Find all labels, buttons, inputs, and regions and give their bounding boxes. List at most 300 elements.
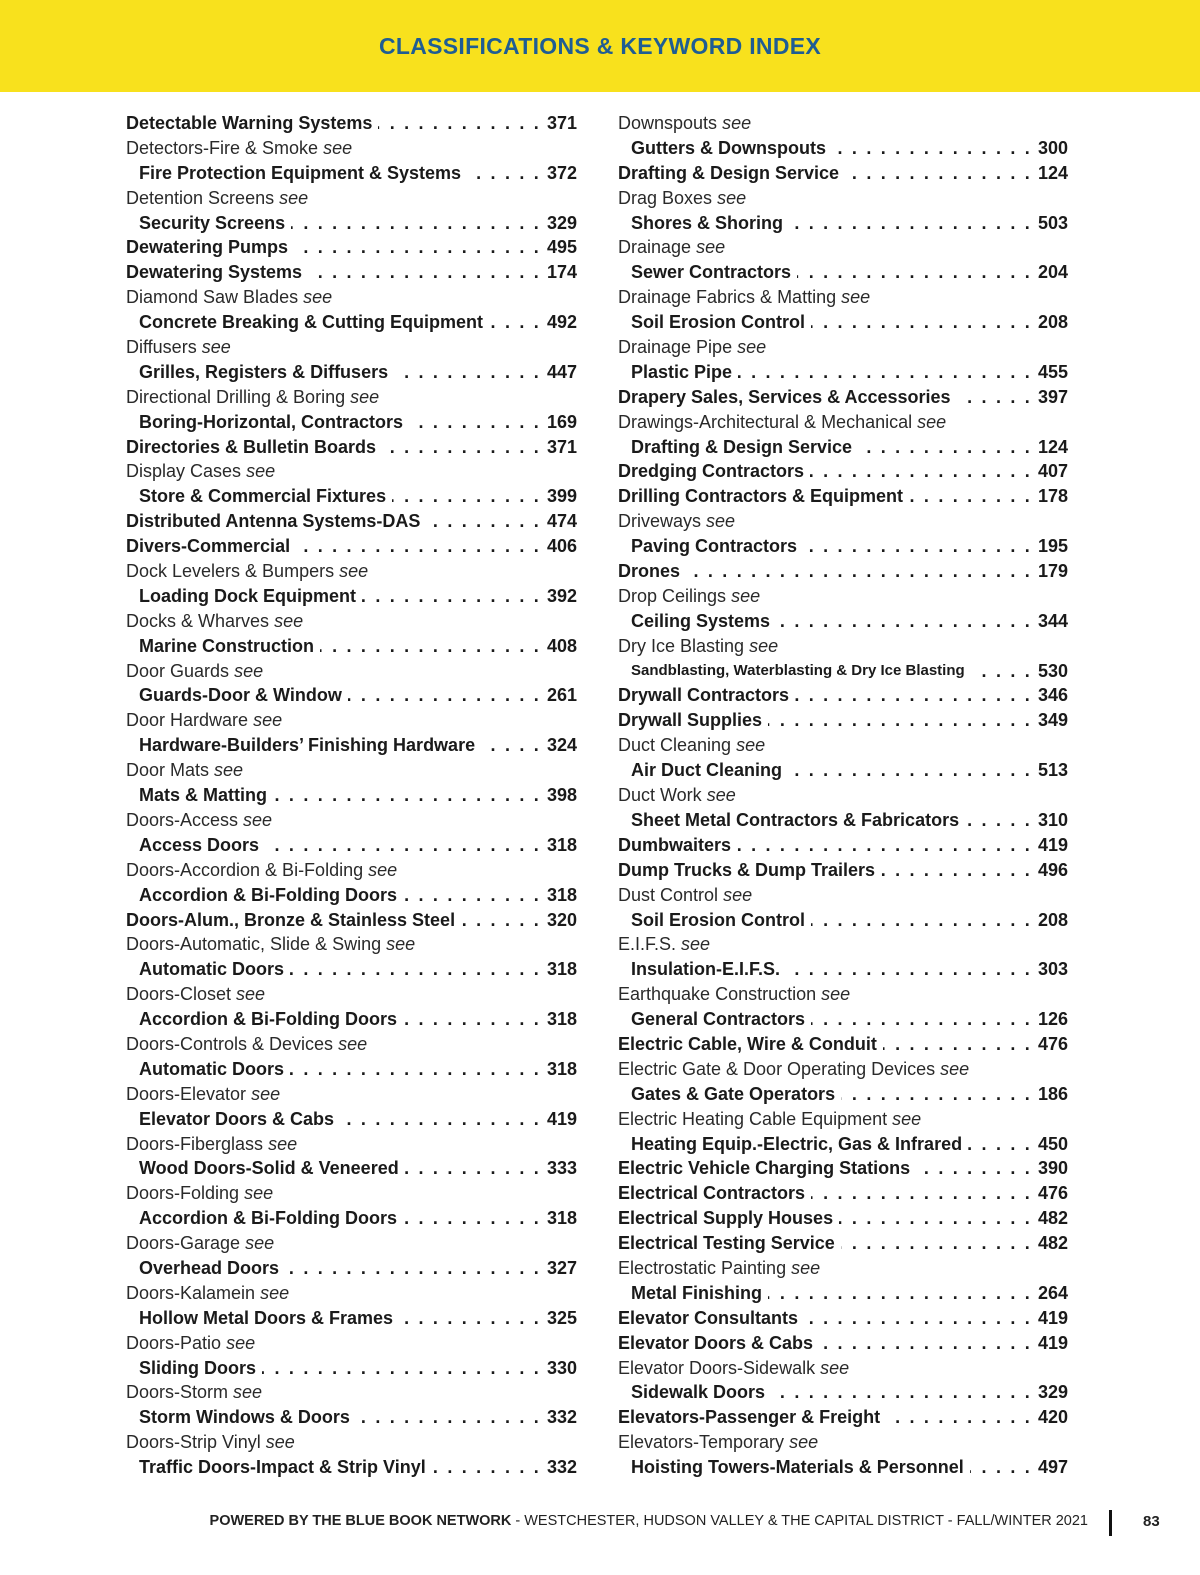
entry-label: Elevator Doors & Cabs bbox=[139, 1108, 335, 1129]
dot-leader bbox=[489, 310, 541, 335]
dot-leader bbox=[308, 260, 541, 285]
entry-label: Directories & Bulletin Boards bbox=[126, 436, 377, 457]
dot-leader bbox=[394, 360, 541, 385]
index-entry bbox=[618, 559, 1068, 584]
dot-leader bbox=[392, 484, 541, 509]
entry-page-number: 513 bbox=[1037, 760, 1068, 781]
entry-page-number: 318 bbox=[546, 884, 577, 905]
dot-leader bbox=[467, 161, 541, 186]
index-cross-reference bbox=[618, 883, 1068, 908]
see-label: see bbox=[940, 1058, 970, 1079]
dot-leader bbox=[409, 410, 541, 435]
dot-leader bbox=[916, 1156, 1032, 1181]
index-see-target bbox=[618, 1281, 1068, 1306]
entry-label: Insulation-E.I.F.S. bbox=[631, 959, 781, 980]
entry-label: Drawings-Architectural & Mechanical bbox=[618, 411, 913, 432]
dot-leader bbox=[320, 634, 541, 659]
entry-label: Drainage Pipe bbox=[618, 337, 733, 358]
dot-leader bbox=[426, 509, 541, 534]
dot-leader bbox=[886, 1405, 1032, 1430]
dot-leader bbox=[810, 459, 1032, 484]
entry-page-number: 497 bbox=[1037, 1457, 1068, 1478]
see-label: see bbox=[789, 1432, 819, 1453]
entry-label: Electrical Testing Service bbox=[618, 1233, 835, 1254]
see-label: see bbox=[246, 461, 276, 482]
entry-page-number: 329 bbox=[546, 212, 577, 233]
index-cross-reference bbox=[618, 235, 1068, 260]
dot-leader bbox=[290, 957, 541, 982]
dot-leader bbox=[768, 1281, 1032, 1306]
index-cross-reference bbox=[618, 982, 1068, 1007]
index-entry bbox=[126, 235, 577, 260]
dot-leader bbox=[839, 1206, 1032, 1231]
entry-label: Display Cases bbox=[126, 461, 242, 482]
index-cross-reference bbox=[618, 733, 1068, 758]
entry-label: Drywall Supplies bbox=[618, 710, 763, 731]
entry-label: Diffusers bbox=[126, 337, 197, 358]
entry-page-number: 476 bbox=[1037, 1033, 1068, 1054]
index-entry bbox=[618, 1206, 1068, 1231]
dot-leader bbox=[841, 1231, 1032, 1256]
entry-label: Drop Ceilings bbox=[618, 585, 727, 606]
index-entry bbox=[126, 908, 577, 933]
entry-label: Driveways bbox=[618, 511, 702, 532]
dot-leader bbox=[405, 1156, 541, 1181]
index-entry bbox=[618, 683, 1068, 708]
entry-label: Elevator Doors & Cabs bbox=[618, 1332, 814, 1353]
entry-page-number: 408 bbox=[546, 635, 577, 656]
entry-label: General Contractors bbox=[631, 1009, 806, 1030]
entry-page-number: 482 bbox=[1037, 1208, 1068, 1229]
dot-leader bbox=[461, 908, 541, 933]
index-entry bbox=[126, 111, 577, 136]
entry-label: Automatic Doors bbox=[139, 1058, 285, 1079]
entry-label: Accordion & Bi-Folding Doors bbox=[139, 1208, 397, 1229]
index-cross-reference bbox=[126, 1281, 577, 1306]
index-see-target bbox=[618, 1380, 1068, 1405]
index-cross-reference bbox=[126, 559, 577, 584]
entry-label: Diamond Saw Blades bbox=[126, 287, 299, 308]
see-label: see bbox=[201, 337, 231, 358]
entry-page-number: 530 bbox=[1037, 660, 1068, 681]
see-label: see bbox=[233, 1382, 263, 1403]
dot-leader bbox=[803, 534, 1032, 559]
index-cross-reference bbox=[126, 459, 577, 484]
entry-label: Paving Contractors bbox=[631, 536, 798, 557]
dot-leader bbox=[819, 1331, 1032, 1356]
entry-label: Fire Protection Equipment & Systems bbox=[139, 162, 462, 183]
entry-label: Detention Screens bbox=[126, 187, 275, 208]
see-label: see bbox=[696, 237, 726, 258]
dot-leader bbox=[804, 1306, 1032, 1331]
index-cross-reference bbox=[126, 1032, 577, 1057]
entry-label: Access Doors bbox=[139, 834, 260, 855]
entry-page-number: 371 bbox=[546, 436, 577, 457]
index-cross-reference bbox=[126, 1380, 577, 1405]
index-cross-reference bbox=[126, 285, 577, 310]
entry-page-number: 398 bbox=[546, 785, 577, 806]
index-cross-reference bbox=[618, 1107, 1068, 1132]
entry-page-number: 495 bbox=[546, 237, 577, 258]
see-label: see bbox=[338, 1033, 368, 1054]
entry-page-number: 124 bbox=[1037, 436, 1068, 457]
dot-leader bbox=[265, 833, 541, 858]
entry-label: E.I.F.S. bbox=[618, 934, 677, 955]
index-cross-reference bbox=[618, 509, 1068, 534]
entry-label: Marine Construction bbox=[139, 635, 315, 656]
entry-label: Drainage bbox=[618, 237, 692, 258]
index-see-target bbox=[618, 310, 1068, 335]
index-cross-reference bbox=[618, 111, 1068, 136]
dot-leader bbox=[971, 659, 1032, 684]
entry-label: Doors-Folding bbox=[126, 1183, 240, 1204]
entry-label: Hollow Metal Doors & Frames bbox=[139, 1307, 394, 1328]
index-cross-reference bbox=[126, 932, 577, 957]
footer-divider bbox=[1109, 1510, 1112, 1536]
entry-page-number: 320 bbox=[546, 909, 577, 930]
entry-page-number: 419 bbox=[546, 1108, 577, 1129]
dot-leader bbox=[788, 758, 1032, 783]
entry-label: Doors-Alum., Bronze & Stainless Steel bbox=[126, 909, 456, 930]
entry-label: Shores & Shoring bbox=[631, 212, 784, 233]
entry-label: Elevator Doors-Sidewalk bbox=[618, 1357, 816, 1378]
index-see-target bbox=[126, 484, 577, 509]
entry-page-number: 186 bbox=[1037, 1083, 1068, 1104]
entry-label: Doors-Fiberglass bbox=[126, 1133, 264, 1154]
entry-page-number: 178 bbox=[1037, 486, 1068, 507]
entry-page-number: 407 bbox=[1037, 461, 1068, 482]
see-label: see bbox=[265, 1432, 295, 1453]
entry-label: Doors-Storm bbox=[126, 1382, 229, 1403]
entry-label: Drilling Contractors & Equipment bbox=[618, 486, 904, 507]
index-column-left bbox=[126, 111, 577, 1480]
entry-label: Accordion & Bi-Folding Doors bbox=[139, 884, 397, 905]
entry-label: Doors-Garage bbox=[126, 1233, 241, 1254]
see-label: see bbox=[821, 984, 851, 1005]
index-cross-reference bbox=[126, 1181, 577, 1206]
entry-page-number: 325 bbox=[546, 1307, 577, 1328]
entry-label: Drones bbox=[618, 561, 681, 582]
entry-label: Duct Cleaning bbox=[618, 735, 732, 756]
entry-page-number: 397 bbox=[1037, 386, 1068, 407]
entry-label: Soil Erosion Control bbox=[631, 312, 805, 333]
index-cross-reference bbox=[618, 335, 1068, 360]
entry-label: Door Mats bbox=[126, 760, 210, 781]
entry-page-number: 346 bbox=[1037, 685, 1068, 706]
index-see-target bbox=[126, 883, 577, 908]
dot-leader bbox=[356, 1405, 541, 1430]
entry-label: Duct Work bbox=[618, 785, 702, 806]
dot-leader bbox=[786, 957, 1032, 982]
dot-leader bbox=[738, 360, 1032, 385]
page-title: CLASSIFICATIONS & KEYWORD INDEX bbox=[378, 33, 822, 59]
dot-leader bbox=[968, 1132, 1032, 1157]
index-entry bbox=[618, 1306, 1068, 1331]
index-cross-reference bbox=[126, 858, 577, 883]
index-see-target bbox=[618, 211, 1068, 236]
index-entry bbox=[618, 1181, 1068, 1206]
dot-leader bbox=[737, 833, 1032, 858]
index-see-target bbox=[126, 957, 577, 982]
see-label: see bbox=[274, 610, 304, 631]
entry-page-number: 419 bbox=[1037, 1332, 1068, 1353]
index-entry bbox=[618, 1032, 1068, 1057]
index-entry bbox=[126, 260, 577, 285]
see-label: see bbox=[323, 137, 353, 158]
see-label: see bbox=[706, 785, 736, 806]
entry-page-number: 420 bbox=[1037, 1407, 1068, 1428]
entry-label: Mats & Matting bbox=[139, 785, 267, 806]
index-entry bbox=[618, 161, 1068, 186]
see-label: see bbox=[268, 1133, 298, 1154]
index-see-target bbox=[618, 534, 1068, 559]
see-label: see bbox=[243, 809, 273, 830]
see-label: see bbox=[226, 1332, 256, 1353]
see-label: see bbox=[736, 735, 766, 756]
entry-page-number: 344 bbox=[1037, 610, 1068, 631]
dot-leader bbox=[403, 883, 541, 908]
index-see-target bbox=[618, 1082, 1068, 1107]
entry-page-number: 450 bbox=[1037, 1133, 1068, 1154]
dot-leader bbox=[776, 609, 1032, 634]
entry-page-number: 349 bbox=[1037, 710, 1068, 731]
index-cross-reference bbox=[618, 410, 1068, 435]
see-label: see bbox=[253, 710, 283, 731]
index-see-target bbox=[126, 1405, 577, 1430]
index-entry bbox=[126, 509, 577, 534]
dot-leader bbox=[403, 1007, 541, 1032]
see-label: see bbox=[244, 1183, 274, 1204]
header-banner bbox=[0, 0, 1200, 92]
index-cross-reference bbox=[126, 335, 577, 360]
entry-label: Plastic Pipe bbox=[631, 361, 733, 382]
see-label: see bbox=[350, 386, 380, 407]
dot-leader bbox=[858, 435, 1032, 460]
footer-publication: - WESTCHESTER, HUDSON VALLEY & THE CAPITAL DISTRICT - FALL/WINTER 2021 bbox=[511, 1513, 1088, 1529]
index-see-target bbox=[618, 609, 1068, 634]
index-entry bbox=[126, 435, 577, 460]
index-cross-reference bbox=[618, 1057, 1068, 1082]
index-entry bbox=[618, 708, 1068, 733]
index-see-target bbox=[126, 410, 577, 435]
index-cross-reference bbox=[126, 186, 577, 211]
index-see-target bbox=[618, 360, 1068, 385]
index-see-target bbox=[126, 211, 577, 236]
see-label: see bbox=[722, 113, 752, 133]
dot-leader bbox=[296, 534, 541, 559]
entry-page-number: 392 bbox=[546, 585, 577, 606]
dot-leader bbox=[970, 1455, 1032, 1480]
entry-page-number: 372 bbox=[546, 162, 577, 183]
index-cross-reference bbox=[126, 1430, 577, 1455]
see-label: see bbox=[820, 1357, 850, 1378]
index-cross-reference bbox=[618, 783, 1068, 808]
entry-page-number: 455 bbox=[1037, 361, 1068, 382]
entry-page-number: 318 bbox=[546, 959, 577, 980]
index-see-target bbox=[126, 733, 577, 758]
entry-page-number: 174 bbox=[546, 262, 577, 283]
see-label: see bbox=[279, 187, 309, 208]
entry-label: Hardware-Builders’ Finishing Hardware bbox=[139, 735, 476, 756]
index-see-target bbox=[618, 1455, 1068, 1480]
dot-leader bbox=[432, 1455, 541, 1480]
entry-page-number: 332 bbox=[546, 1457, 577, 1478]
entry-label: Doors-Automatic, Slide & Swing bbox=[126, 934, 382, 955]
dot-leader bbox=[273, 783, 541, 808]
entry-label: Drywall Contractors bbox=[618, 685, 790, 706]
index-see-target bbox=[126, 1107, 577, 1132]
see-label: see bbox=[260, 1282, 290, 1303]
entry-label: Electric Gate & Door Operating Devices bbox=[618, 1058, 936, 1079]
index-cross-reference bbox=[618, 1430, 1068, 1455]
entry-label: Dump Trucks & Dump Trailers bbox=[618, 859, 876, 880]
entry-label: Earthquake Construction bbox=[618, 984, 817, 1005]
index-see-target bbox=[618, 1132, 1068, 1157]
entry-page-number: 126 bbox=[1037, 1009, 1068, 1030]
entry-label: Electrical Contractors bbox=[618, 1183, 806, 1204]
dot-leader bbox=[789, 211, 1032, 236]
dot-leader bbox=[285, 1256, 541, 1281]
entry-page-number: 261 bbox=[546, 685, 577, 706]
dot-leader bbox=[841, 1082, 1032, 1107]
index-cross-reference bbox=[618, 285, 1068, 310]
index-cross-reference bbox=[126, 1231, 577, 1256]
entry-label: Store & Commercial Fixtures bbox=[139, 486, 387, 507]
entry-label: Hoisting Towers-Materials & Personnel bbox=[631, 1457, 964, 1478]
entry-page-number: 318 bbox=[546, 834, 577, 855]
entry-label: Electrostatic Painting bbox=[618, 1257, 787, 1278]
dot-leader bbox=[845, 161, 1032, 186]
entry-page-number: 195 bbox=[1037, 536, 1068, 557]
see-label: see bbox=[791, 1257, 821, 1278]
dot-leader bbox=[262, 1356, 541, 1381]
index-see-target bbox=[618, 808, 1068, 833]
entry-label: Security Screens bbox=[139, 212, 286, 233]
entry-page-number: 310 bbox=[1037, 809, 1068, 830]
page-footer bbox=[0, 1510, 1200, 1540]
footer-text bbox=[210, 1513, 1088, 1529]
entry-label: Automatic Doors bbox=[139, 959, 285, 980]
entry-label: Drag Boxes bbox=[618, 187, 713, 208]
dot-leader bbox=[362, 584, 541, 609]
entry-label: Sewer Contractors bbox=[631, 262, 792, 283]
entry-page-number: 169 bbox=[546, 411, 577, 432]
index-see-target bbox=[618, 659, 1068, 684]
dot-leader bbox=[291, 211, 541, 236]
entry-label: Traffic Doors-Impact & Strip Vinyl bbox=[139, 1457, 426, 1478]
dot-leader bbox=[797, 260, 1032, 285]
entry-label: Dock Levelers & Bumpers bbox=[126, 561, 335, 582]
index-entry bbox=[618, 1231, 1068, 1256]
entry-label: Boring-Horizontal, Contractors bbox=[139, 411, 403, 432]
index-see-target bbox=[126, 1256, 577, 1281]
index-cross-reference bbox=[618, 932, 1068, 957]
entry-label: Door Hardware bbox=[126, 710, 249, 731]
index-cross-reference bbox=[126, 808, 577, 833]
entry-page-number: 179 bbox=[1037, 561, 1068, 582]
index-column-right bbox=[618, 111, 1068, 1480]
index-cross-reference bbox=[126, 609, 577, 634]
entry-page-number: 371 bbox=[546, 113, 577, 133]
index-see-target bbox=[618, 957, 1068, 982]
index-entry bbox=[618, 1156, 1068, 1181]
entry-label: Concrete Breaking & Cutting Equipment bbox=[139, 312, 484, 333]
entry-label: Air Duct Cleaning bbox=[631, 760, 783, 781]
entry-label: Doors-Elevator bbox=[126, 1083, 247, 1104]
index-see-target bbox=[126, 584, 577, 609]
entry-page-number: 476 bbox=[1037, 1183, 1068, 1204]
entry-label: Elevator Consultants bbox=[618, 1307, 799, 1328]
index-cross-reference bbox=[618, 186, 1068, 211]
see-label: see bbox=[917, 411, 947, 432]
index-see-target bbox=[126, 1057, 577, 1082]
entry-label: Doors-Closet bbox=[126, 984, 232, 1005]
dot-leader bbox=[290, 1057, 541, 1082]
entry-page-number: 300 bbox=[1037, 137, 1068, 158]
see-label: see bbox=[234, 660, 264, 681]
index-cross-reference bbox=[618, 634, 1068, 659]
entry-page-number: 318 bbox=[546, 1208, 577, 1229]
entry-label: Storm Windows & Doors bbox=[139, 1407, 350, 1428]
entry-label: Dewatering Pumps bbox=[126, 237, 289, 258]
see-label: see bbox=[303, 287, 333, 308]
entry-page-number: 208 bbox=[1037, 909, 1068, 930]
dot-leader bbox=[881, 858, 1032, 883]
see-label: see bbox=[841, 287, 871, 308]
see-label: see bbox=[681, 934, 711, 955]
entry-page-number: 390 bbox=[1037, 1158, 1068, 1179]
entry-label: Sidewalk Doors bbox=[631, 1382, 766, 1403]
entry-label: Directional Drilling & Boring bbox=[126, 386, 346, 407]
entry-label: Drainage Fabrics & Matting bbox=[618, 287, 837, 308]
entry-page-number: 419 bbox=[1037, 834, 1068, 855]
index-see-target bbox=[126, 360, 577, 385]
index-cross-reference bbox=[126, 982, 577, 1007]
index-see-target bbox=[126, 634, 577, 659]
entry-label: Sheet Metal Contractors & Fabricators bbox=[631, 809, 960, 830]
entry-label: Electrical Supply Houses bbox=[618, 1208, 834, 1229]
entry-page-number: 399 bbox=[546, 486, 577, 507]
index-see-target bbox=[126, 310, 577, 335]
dot-leader bbox=[481, 733, 541, 758]
see-label: see bbox=[339, 561, 369, 582]
dot-leader bbox=[382, 435, 541, 460]
index-cross-reference bbox=[126, 1132, 577, 1157]
entry-label: Soil Erosion Control bbox=[631, 909, 805, 930]
dot-leader bbox=[909, 484, 1032, 509]
index-entry bbox=[618, 385, 1068, 410]
see-label: see bbox=[723, 884, 753, 905]
entry-label: Gates & Gate Operators bbox=[631, 1083, 836, 1104]
entry-label: Accordion & Bi-Folding Doors bbox=[139, 1009, 397, 1030]
dot-leader bbox=[403, 1206, 541, 1231]
see-label: see bbox=[737, 337, 767, 358]
footer-brand: POWERED BY THE BLUE BOOK NETWORK bbox=[209, 1513, 512, 1529]
index-see-target bbox=[618, 908, 1068, 933]
index-see-target bbox=[618, 758, 1068, 783]
dot-leader bbox=[768, 708, 1032, 733]
dot-leader bbox=[294, 235, 541, 260]
entry-label: Grilles, Registers & Diffusers bbox=[139, 361, 389, 382]
index-see-target bbox=[618, 1007, 1068, 1032]
see-label: see bbox=[251, 1083, 281, 1104]
entry-label: Loading Dock Equipment bbox=[139, 585, 357, 606]
entry-page-number: 332 bbox=[546, 1407, 577, 1428]
dot-leader bbox=[795, 683, 1032, 708]
see-label: see bbox=[214, 760, 244, 781]
entry-label: Doors-Controls & Devices bbox=[126, 1033, 334, 1054]
entry-label: Gutters & Downspouts bbox=[631, 137, 827, 158]
